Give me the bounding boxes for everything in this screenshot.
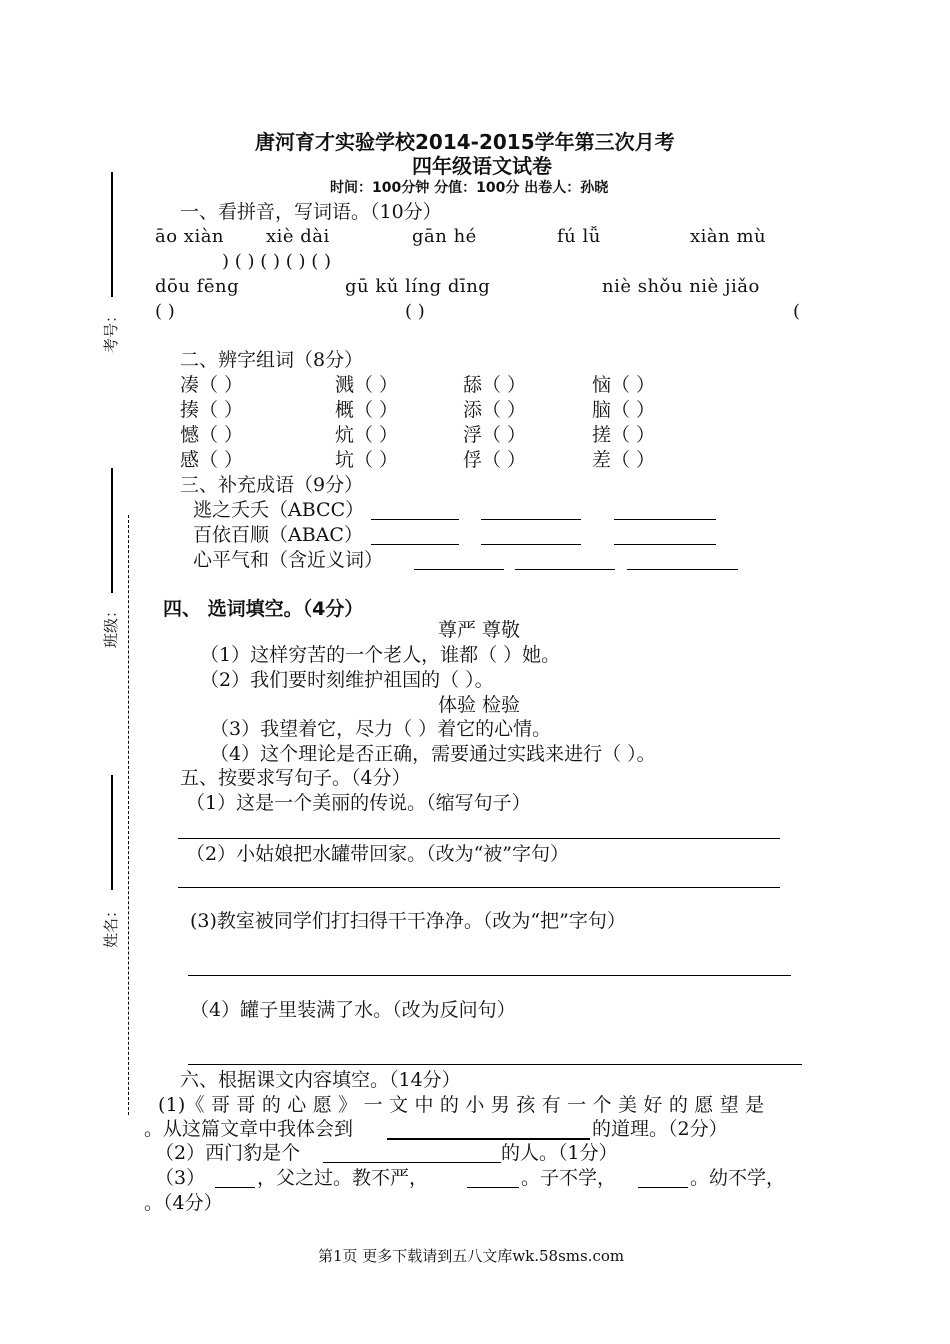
s2-cell[interactable]: 感（ ） — [180, 449, 244, 471]
s1-pinyin-5: xiàn mù — [690, 226, 767, 247]
s4-question-3[interactable]: （3）我望着它，尽力（ ）着它的心情。 — [210, 718, 552, 740]
s2-cell[interactable]: 揍（ ） — [180, 399, 244, 421]
s1-pinyin-2: xiè dài — [266, 226, 330, 247]
s3-blank[interactable] — [627, 569, 738, 570]
page-footer: 第1页 更多下载请到五八文库wk.58sms.com — [318, 1247, 625, 1265]
s3-blank[interactable] — [515, 569, 615, 570]
s6-question-3-line-2: 。（4分） — [144, 1192, 223, 1214]
s3-heading: 三、补充成语（9分） — [180, 474, 364, 496]
s2-cell[interactable]: 脑（ ） — [592, 399, 656, 421]
s1-pinyin-8: niè shǒu niè jiǎo — [602, 276, 760, 297]
s2-cell[interactable]: 坑（ ） — [335, 449, 399, 471]
s5-heading: 五、按要求写句子。（4分） — [180, 767, 411, 789]
s1-pinyin-7: gū kǔ líng dīng — [345, 276, 491, 297]
exam-subtitle: 四年级语文试卷 — [412, 154, 552, 178]
s6-blank-1[interactable] — [387, 1138, 590, 1140]
s6-question-3a: （3） — [155, 1167, 206, 1189]
s1-pinyin-1: āo xiàn — [155, 226, 225, 247]
s3-blank[interactable] — [371, 544, 459, 545]
s6-blank-2[interactable] — [323, 1162, 501, 1163]
s3-item-2: 百依百顺（ABAC） — [193, 524, 363, 546]
s2-cell[interactable]: 概（ ） — [335, 399, 399, 421]
s2-cell[interactable]: 憾（ ） — [180, 424, 244, 446]
s4-choice-pair-1: 尊严 尊敬 — [438, 619, 521, 641]
xingming-label: 姓名： — [102, 902, 121, 949]
exam-meta: 时间：100分钟 分值：100分 出卷人：孙晓 — [330, 180, 609, 196]
s2-cell[interactable]: 炕（ ） — [335, 424, 399, 446]
s2-cell[interactable]: 溅（ ） — [335, 374, 399, 396]
s2-cell[interactable]: 凑（ ） — [180, 374, 244, 396]
s3-blank[interactable] — [481, 544, 581, 545]
s2-cell[interactable]: 舔（ ） — [463, 374, 527, 396]
s6-question-1-line-2b: 的道理。（2分） — [592, 1118, 728, 1140]
binding-line-mid — [111, 468, 113, 593]
s6-question-1-line-1: (1)《 哥 哥 的 心 愿 》 一 文 中 的 小 男 孩 有 一 个 美 好 的 愿 望 是 — [158, 1094, 765, 1116]
s6-question-3b: ，父之过。教不严， — [257, 1167, 429, 1189]
s2-cell[interactable]: 恼（ ） — [592, 374, 656, 396]
s6-heading: 六、根据课文内容填空。（14分） — [180, 1069, 461, 1091]
s4-question-4[interactable]: （4）这个理论是否正确，需要通过实践来进行（ ）。 — [210, 743, 656, 765]
s5-question-4: （4）罐子里装满了水。（改为反问句） — [190, 999, 516, 1021]
s4-question-2[interactable]: （2）我们要时刻维护祖国的（ ）。 — [200, 669, 494, 691]
s3-blank[interactable] — [371, 519, 459, 520]
s6-question-3d: 。幼不学， — [690, 1167, 786, 1189]
s2-cell[interactable]: 俘（ ） — [463, 449, 527, 471]
s2-cell[interactable]: 浮（ ） — [463, 424, 527, 446]
s6-blank-4[interactable] — [467, 1187, 519, 1188]
s5-question-2: （2）小姑娘把水罐带回家。（改为“被”字句） — [186, 843, 570, 865]
s1-row2-parens-1[interactable]: ( ) — [155, 301, 175, 322]
s6-blank-5[interactable] — [638, 1187, 688, 1188]
s2-heading: 二、辨字组词（8分） — [180, 349, 364, 371]
binding-line-top — [111, 172, 113, 297]
s2-cell[interactable]: 差（ ） — [592, 449, 656, 471]
s1-pinyin-4: fú lǚ — [557, 226, 601, 247]
s5-answer-line-2[interactable] — [178, 887, 780, 888]
s3-blank[interactable] — [414, 569, 504, 570]
s4-question-1[interactable]: （1）这样穷苦的一个老人，谁都（ ）她。 — [200, 644, 561, 666]
s2-cell[interactable]: 搓（ ） — [592, 424, 656, 446]
s4-choice-pair-2: 体验 检验 — [438, 694, 521, 716]
s5-question-1: （1）这是一个美丽的传说。（缩写句子） — [186, 792, 531, 814]
s2-cell[interactable]: 添（ ） — [463, 399, 527, 421]
kaohao-label: 考号： — [102, 307, 121, 354]
binding-line-bottom — [111, 775, 113, 890]
s5-answer-line-1[interactable] — [178, 838, 780, 839]
s1-heading: 一、看拼音，写词语。（10分） — [180, 201, 442, 223]
s1-row2-parens-3[interactable]: ( — [793, 301, 801, 322]
s3-blank[interactable] — [614, 519, 716, 520]
s6-blank-3[interactable] — [215, 1187, 255, 1188]
s4-heading: 四、 选词填空。（4分） — [163, 598, 364, 620]
s6-question-3c: 。子不学， — [521, 1167, 617, 1189]
s1-row1-answer-parens[interactable]: ) ( ) ( ) ( ) ( ) — [222, 251, 331, 272]
s5-answer-line-3[interactable] — [188, 975, 791, 976]
s1-pinyin-6: dōu fēng — [155, 276, 240, 297]
s6-question-1-line-2a: 。从这篇文章中我体会到 — [144, 1118, 354, 1140]
s5-question-3: (3)教室被同学们打扫得干干净净。（改为“把”字句） — [190, 910, 626, 932]
s3-blank[interactable] — [614, 544, 716, 545]
exam-title: 唐河育才实验学校2014-2015学年第三次月考 — [255, 130, 675, 154]
s1-pinyin-3: gān hé — [412, 226, 477, 247]
banji-label: 班级： — [102, 602, 121, 649]
s3-item-1: 逃之夭夭（ABCC） — [193, 499, 365, 521]
s3-item-3: 心平气和（含近义词） — [193, 549, 384, 571]
s6-question-2b: 的人。（1分） — [501, 1142, 618, 1164]
binding-dashed-line — [128, 515, 129, 1115]
s3-blank[interactable] — [481, 519, 581, 520]
s6-question-2a: （2）西门豹是个 — [155, 1142, 301, 1164]
s5-answer-line-4[interactable] — [188, 1064, 802, 1065]
s1-row2-parens-2[interactable]: ( ) — [405, 301, 425, 322]
